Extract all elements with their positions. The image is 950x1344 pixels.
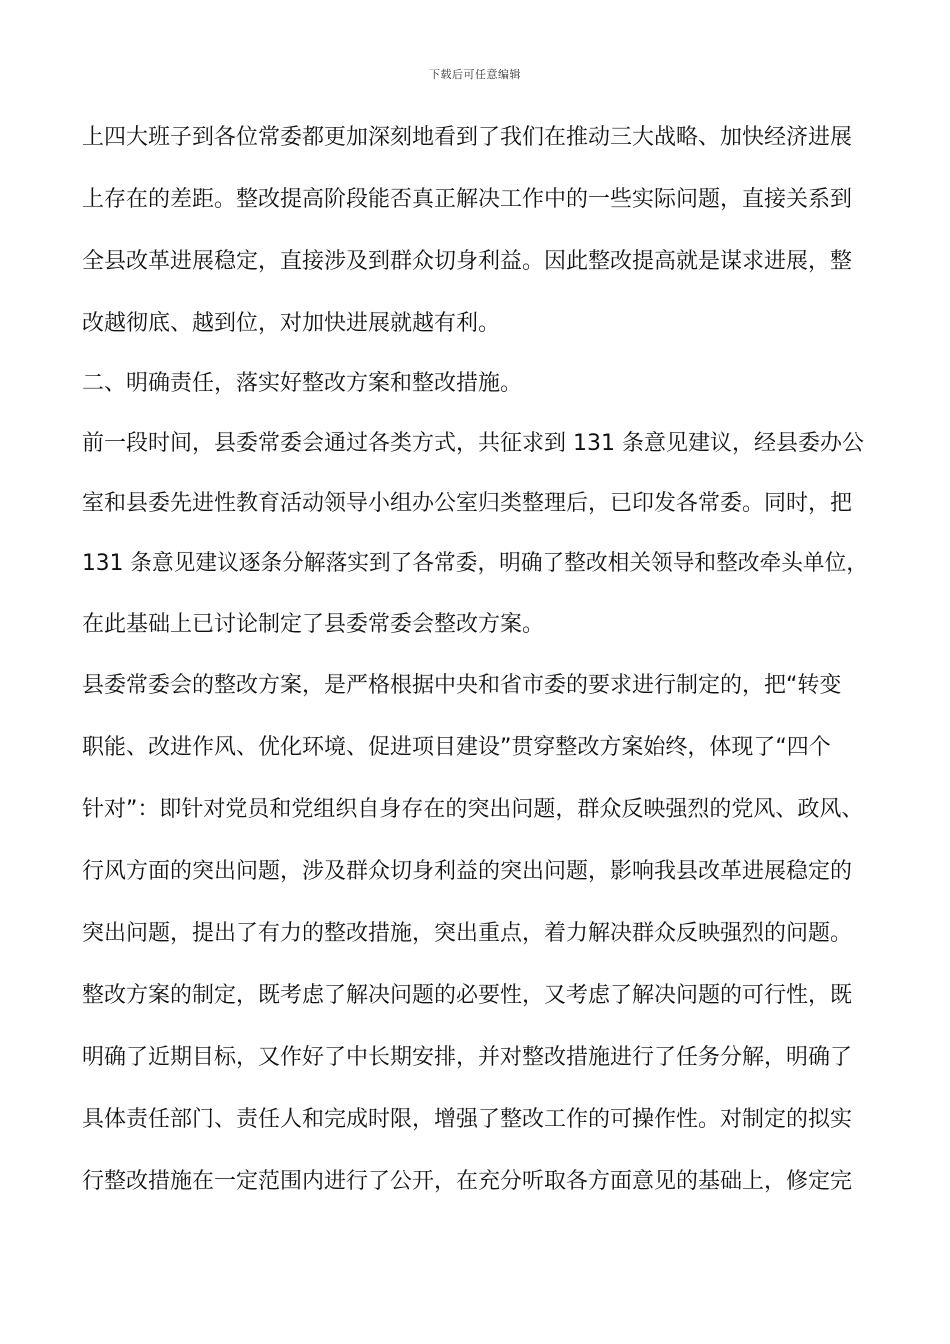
page-header-note: 下载后可任意编辑: [429, 68, 521, 81]
body-line: 针对”：即针对党员和党组织自身存在的突出问题，群众反映强烈的党风、政风、: [82, 797, 864, 822]
body-line: 县委常委会的整改方案，是严格根据中央和省市委的要求进行制定的，把“转变: [82, 673, 842, 698]
body-line: 上存在的差距。整改提高阶段能否真正解决工作中的一些实际问题，直接关系到: [82, 187, 853, 212]
body-line: 改越彻底、越到位，对加快进展就越有利。: [82, 311, 501, 336]
body-line: 上四大班子到各位常委都更加深刻地看到了我们在推动三大战略、加快经济进展: [82, 125, 853, 150]
section-heading: 二、明确责任，落实好整改方案和整改措施。: [82, 371, 523, 396]
body-line: 突出问题，提出了有力的整改措施，突出重点，着力解决群众反映强烈的问题。: [82, 921, 853, 946]
body-line: 职能、改进作风、优化环境、促进项目建设”贯穿整改方案始终，体现了“四个: [82, 735, 831, 760]
body-line: 131 条意见建议逐条分解落实到了各常委，明确了整改相关领导和整改牵头单位，: [82, 551, 868, 576]
body-line: 在此基础上已讨论制定了县委常委会整改方案。: [82, 612, 545, 637]
body-line: 具体责任部门、责任人和完成时限，增强了整改工作的可操作性。对制定的拟实: [82, 1107, 853, 1132]
body-line: 前一段时间，县委常委会通过各类方式，共征求到 131 条意见建议，经县委办公: [82, 431, 864, 456]
body-line: 行整改措施在一定范围内进行了公开，在充分听取各方面意见的基础上，修定完: [82, 1169, 853, 1194]
body-line: 室和县委先进性教育活动领导小组办公室归类整理后，已印发各常委。同时，把: [82, 491, 853, 516]
body-line: 明确了近期目标，又作好了中长期安排，并对整改措施进行了任务分解，明确了: [82, 1045, 853, 1070]
body-line: 行风方面的突出问题，涉及群众切身利益的突出问题，影响我县改革进展稳定的: [82, 859, 853, 884]
body-line: 全县改革进展稳定，直接涉及到群众切身利益。因此整改提高就是谋求进展，整: [82, 249, 853, 274]
body-line: 整改方案的制定，既考虑了解决问题的必要性，又考虑了解决问题的可行性，既: [82, 983, 853, 1008]
